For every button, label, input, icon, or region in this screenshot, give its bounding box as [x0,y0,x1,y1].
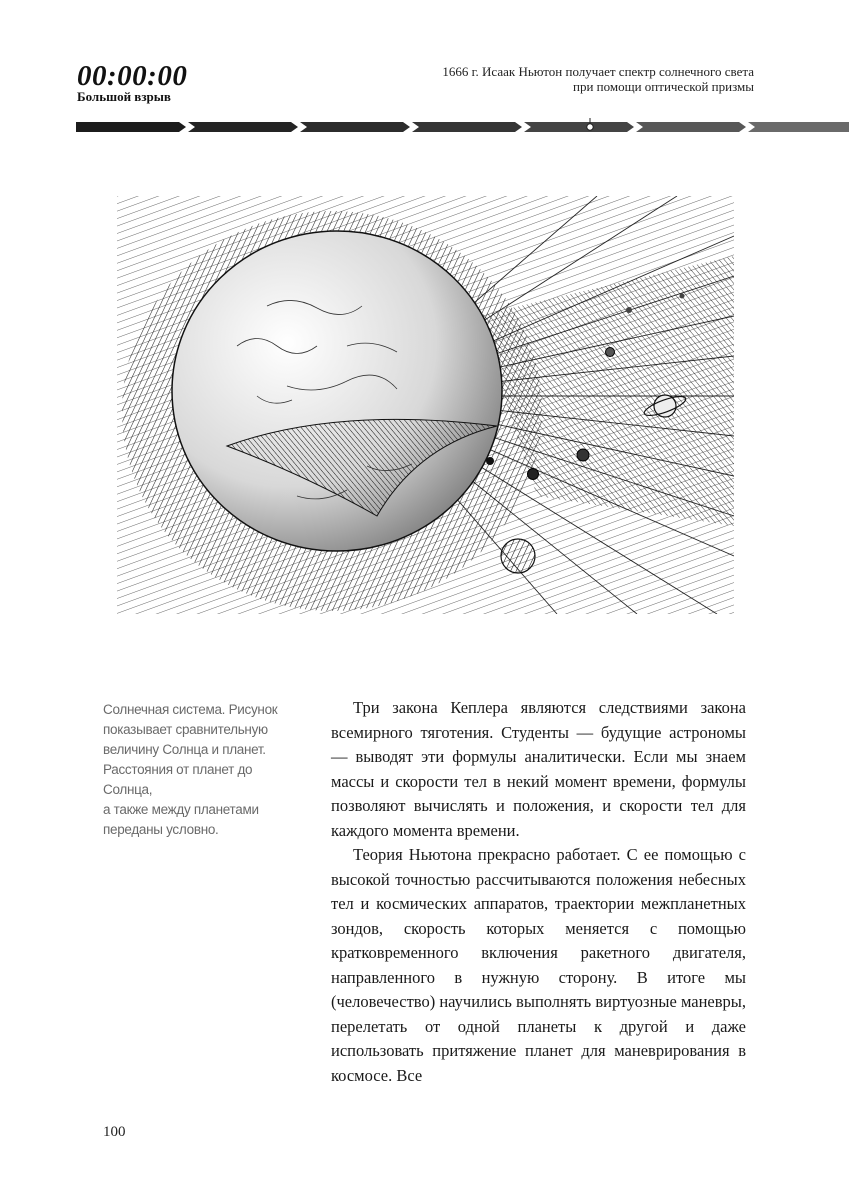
caption-line: величину Солнца и планет. [103,742,266,757]
timeline-segment-2 [188,122,298,132]
body-text [331,696,746,1088]
timeline-marker [587,124,593,130]
chapter-era: Большой взрыв [77,89,171,104]
planet-neptune [680,294,685,299]
caption-line: Солнечная система. Рисунок [103,702,278,717]
timeline-segment-3 [300,122,410,132]
planet-jupiter [501,539,535,573]
planet-mars [606,348,615,357]
caption-line: Расстояния от планет до Солнца, [103,762,253,797]
figure-caption [103,700,293,840]
timeline-segment-7 [748,122,849,132]
timeline-segment-1 [76,122,186,132]
body-paragraph-1: Три закона Кеплера являются следствиями закона всемирного тяготения. Студенты — будущие астрономы — выводят эти формулы аналитически. Если мы знаем массы и скорости тел в некий момент времени, формулы позволяют вычислять и положения, и скорости тел для каждого момента времени. [331,698,746,840]
planet-saturn [654,395,676,417]
planet-uranus [626,307,632,313]
caption-line: а также между планетами [103,802,259,817]
timeline-segment-4 [412,122,522,132]
timeline-segment-5 [524,122,634,132]
body-paragraph-2: Теория Ньютона прекрасно работает. С ее помощью с высокой точностью рассчитываются положения небесных тел и космических аппаратов, траектории межпланетных зондов, скорость которых меняется с помощью кратковременного включения ракетного двигателя, направленного в нужную сторону. В итоге мы (человечество) научились выполнять виртуозные маневры, перелетать от одной планеты к другой и даже использовать притяжение планет для маневрирования в космосе. Все [331,845,746,1085]
solar-system-illustration [117,196,734,614]
planet-mercury [486,457,494,465]
planet-venus [528,469,539,480]
header-event-line-1: 1666 г. Исаак Ньютон получает спектр солнечного света [442,64,754,79]
chapter-time: 00:00:00 [77,60,188,92]
caption-line: переданы условно. [103,822,219,837]
timeline-bar [76,118,849,136]
header-event [334,64,754,94]
page-number: 100 [103,1124,126,1140]
planet-earth [577,449,589,461]
timeline-segment-6 [636,122,746,132]
caption-line: показывает сравнительную [103,722,268,737]
header-event-line-2: при помощи оптической призмы [572,79,754,94]
sun [172,231,502,551]
